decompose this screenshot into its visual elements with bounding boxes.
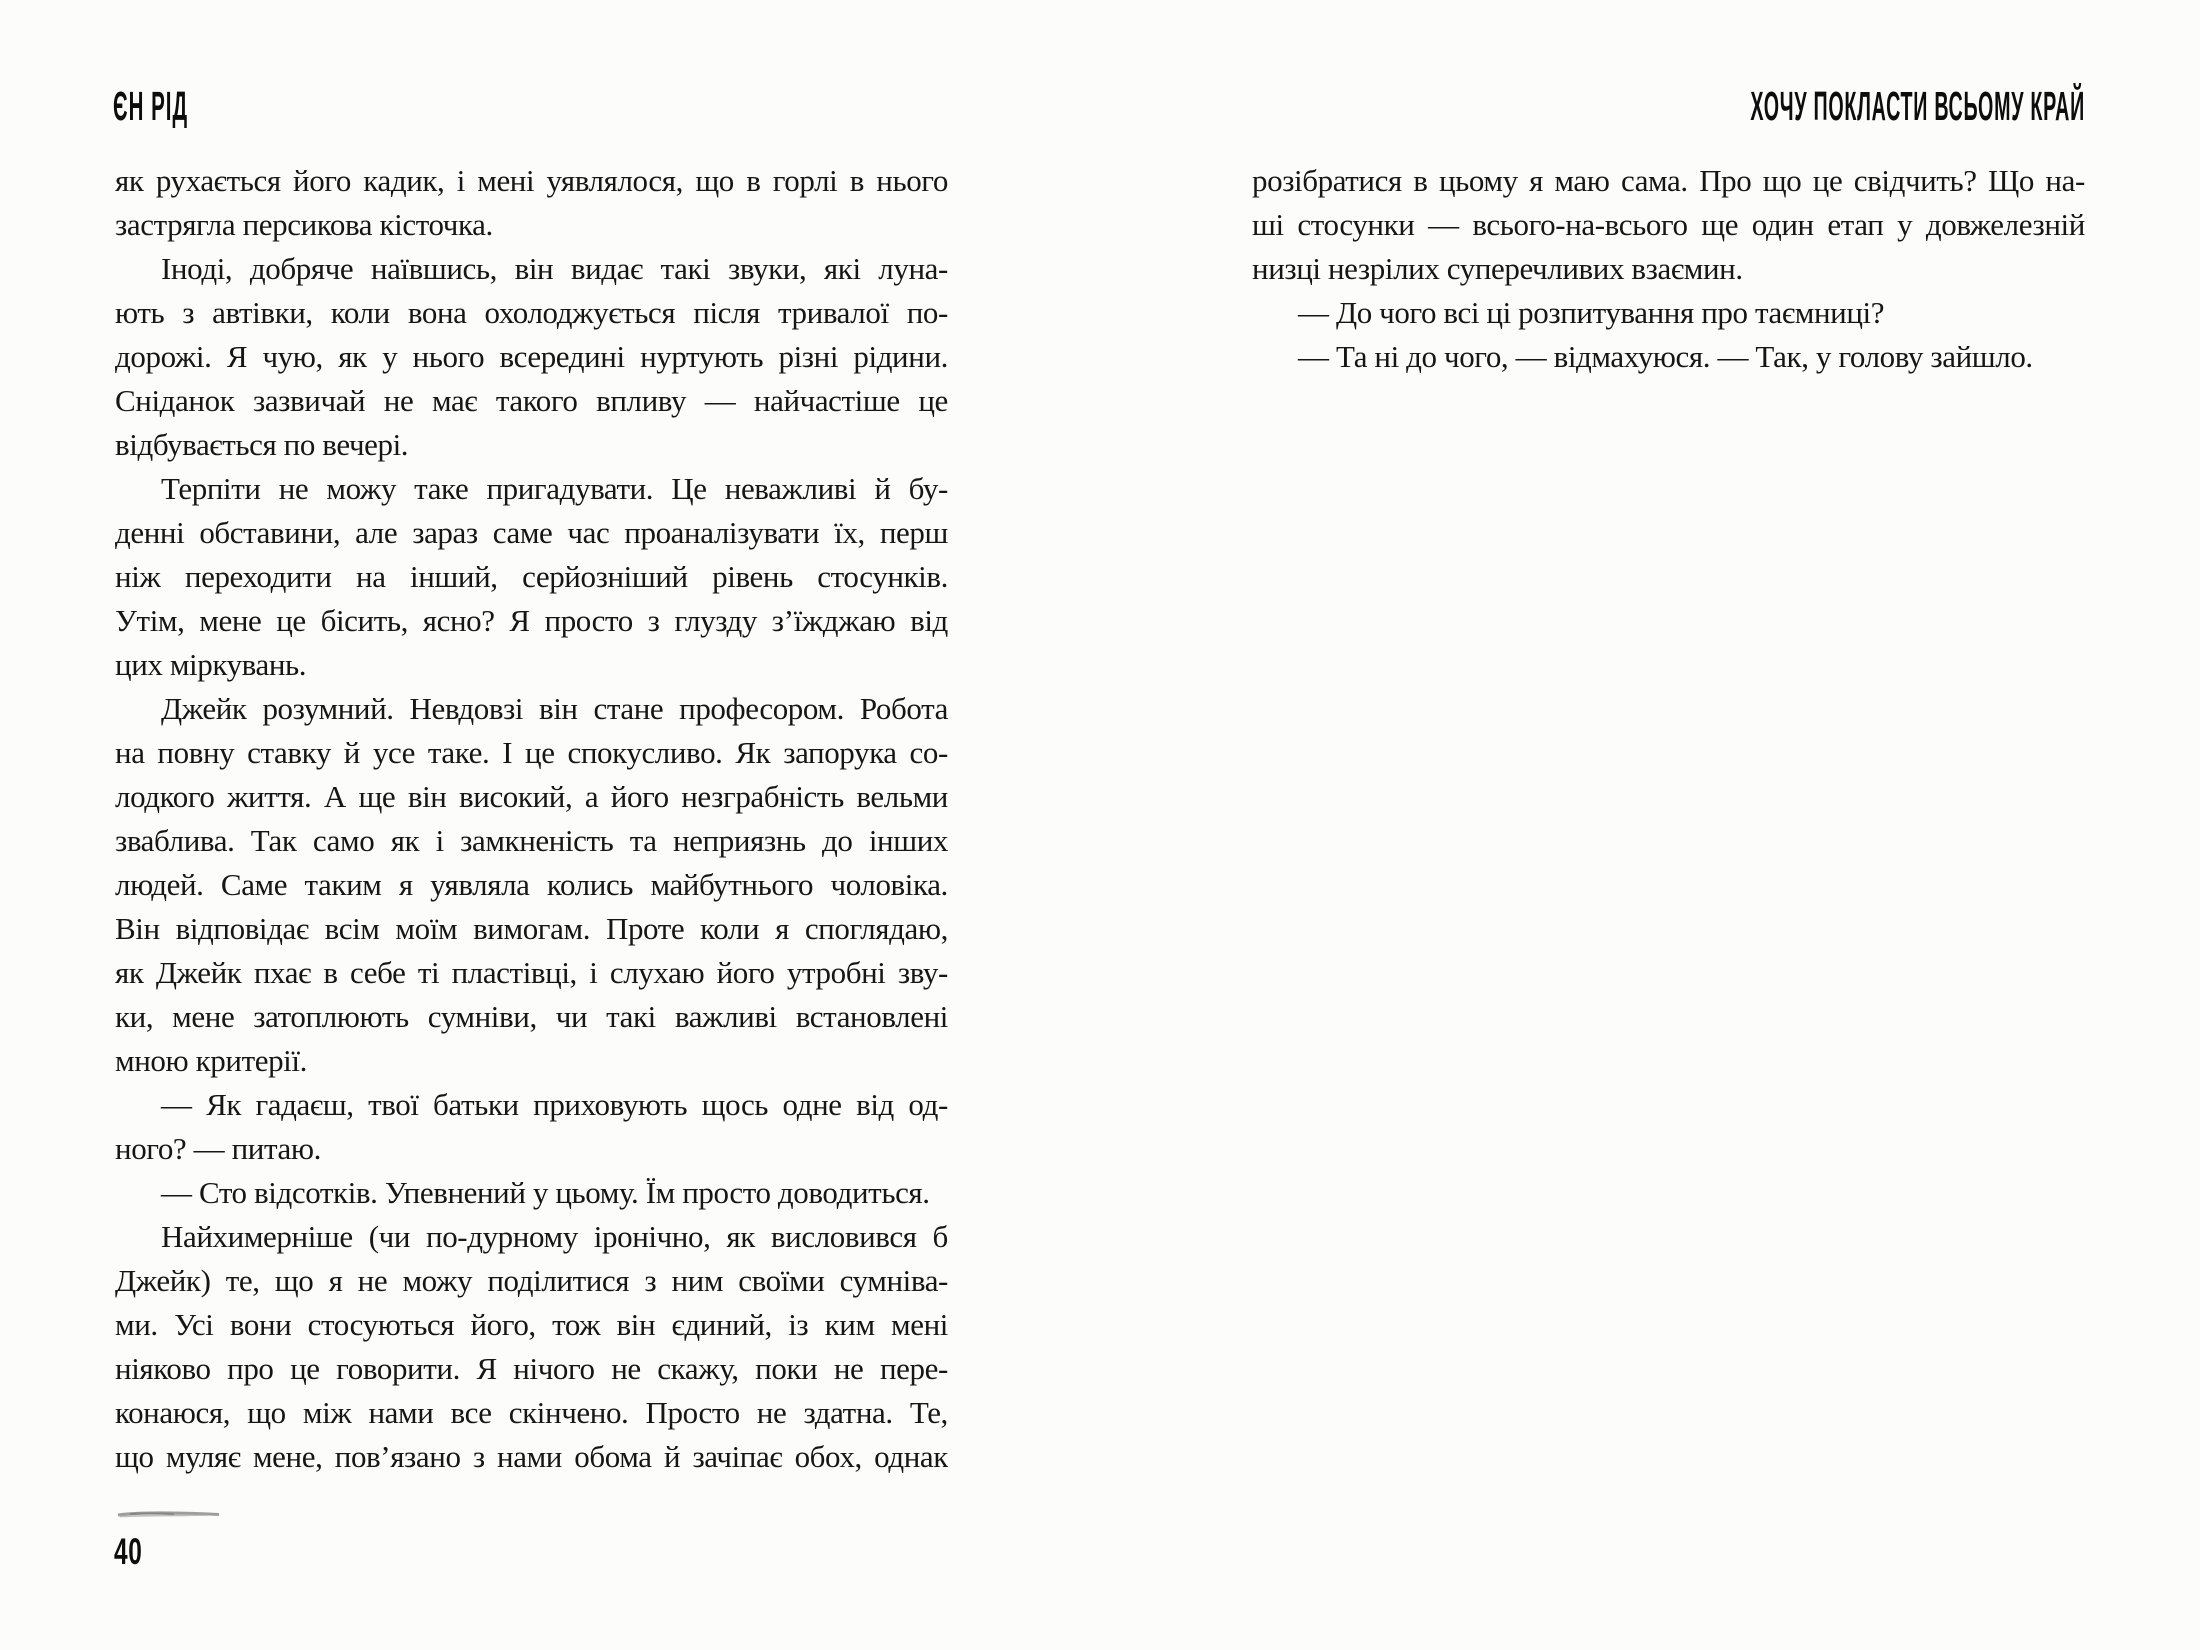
text-line: цих міркувань. xyxy=(115,647,307,682)
text-line: відбувається по вечері. xyxy=(115,427,409,462)
paragraph xyxy=(115,247,948,467)
text-line: мною критерії. xyxy=(115,1043,307,1078)
text-line: — Як гадаєш, твої батьки приховують щось одне від од- xyxy=(161,1087,948,1122)
text-line: застрягла персикова кісточка. xyxy=(115,207,493,242)
text-line: дорожі. Я чую, як у нього всередині нуртують різні рідини. xyxy=(115,339,948,374)
paragraph xyxy=(115,1171,948,1215)
paragraph xyxy=(1252,159,2085,291)
paragraph xyxy=(115,159,948,247)
text-line: низці незрілих суперечливих взаємин. xyxy=(1252,251,1743,286)
text-line: Найхимерніше (чи по-дурному іронічно, як висловився б xyxy=(161,1219,948,1254)
text-line: ють з автівки, коли вона охолоджується після тривалої по- xyxy=(115,295,948,330)
paragraph xyxy=(115,467,948,687)
page-number-text: 40 xyxy=(114,1531,143,1572)
paragraph xyxy=(115,1215,948,1479)
text-line: як рухається його кадик, і мені уявлялося, що в горлі в нього xyxy=(115,163,948,198)
paragraph xyxy=(1252,291,2085,335)
running-head-title xyxy=(1388,83,2085,129)
text-line: як Джейк пхає в себе ті пластівці, і слухаю його утробні зву- xyxy=(115,955,948,990)
page-number xyxy=(114,1531,157,1572)
text-line: зваблива. Так само як і замкненість та неприязнь до інших xyxy=(115,823,948,858)
text-line: Утім, мене це бісить, ясно? Я просто з глузду з’їжджаю від xyxy=(115,603,948,638)
text-line: ного? — питаю. xyxy=(115,1131,321,1166)
running-head-title-text: ХОЧУ ПОКЛАСТИ ВСЬОМУ КРАЙ xyxy=(1750,83,2085,129)
text-line: Джейк) те, що я не можу поділитися з ним своїми сумніва- xyxy=(115,1263,948,1298)
paragraph xyxy=(115,1083,948,1171)
text-line: — Сто відсотків. Упевнений у цьому. Їм просто доводиться. xyxy=(161,1175,930,1210)
text-line: Він відповідає всім моїм вимогам. Проте коли я споглядаю, xyxy=(115,911,948,946)
text-column-left xyxy=(115,159,948,1489)
text-line: ніяково про це говорити. Я нічого не скажу, поки не пере- xyxy=(115,1351,948,1386)
running-head-author xyxy=(113,83,263,129)
text-line: денні обставини, але зараз саме час проаналізувати їх, перш xyxy=(115,515,948,550)
paragraph xyxy=(115,687,948,1083)
text-line: Терпіти не можу таке пригадувати. Це неважливі й бу- xyxy=(161,471,948,506)
text-line: ші стосунки — всього-на-всього ще один етап у довжелезній xyxy=(1252,207,2085,242)
text-line: лодкого життя. А ще він високий, а його незграбність вельми xyxy=(115,779,948,814)
text-line: — До чого всі ці розпитування про таємниці? xyxy=(1298,295,1885,330)
text-line: ми. Усі вони стосуються його, тож він єдиний, із ким мені xyxy=(115,1307,948,1342)
text-line: людей. Саме таким я уявляла колись майбутнього чоловіка. xyxy=(115,867,948,902)
text-line: розібратися в цьому я маю сама. Про що це свідчить? Що на- xyxy=(1252,163,2085,198)
page-right xyxy=(1100,0,2200,1650)
running-head-author-text: ЄН РІД xyxy=(113,83,189,129)
text-line: ки, мене затоплюють сумніви, чи такі важливі встановлені xyxy=(115,999,948,1034)
text-line: Сніданок зазвичай не має такого впливу — найчастіше це xyxy=(115,383,948,418)
pencil-mark xyxy=(116,1509,222,1521)
text-line: — Та ні до чого, — відмахуюся. — Так, у голову зайшло. xyxy=(1298,339,2033,374)
text-column-right xyxy=(1252,159,2085,1489)
text-line: Іноді, добряче наївшись, він видає такі звуки, які луна- xyxy=(161,251,948,286)
text-line: ніж переходити на інший, серйозніший рівень стосунків. xyxy=(115,559,948,594)
text-line: на повну ставку й усе таке. І це спокусливо. Як запорука со- xyxy=(115,735,948,770)
paragraph xyxy=(1252,335,2085,379)
text-line: Джейк розумний. Невдовзі він стане професором. Робота xyxy=(161,691,948,726)
text-line: що муляє мене, пов’язано з нами обома й зачіпає обох, однак xyxy=(115,1439,948,1474)
text-line: конаюся, що між нами все скінчено. Просто не здатна. Те, xyxy=(115,1395,948,1430)
